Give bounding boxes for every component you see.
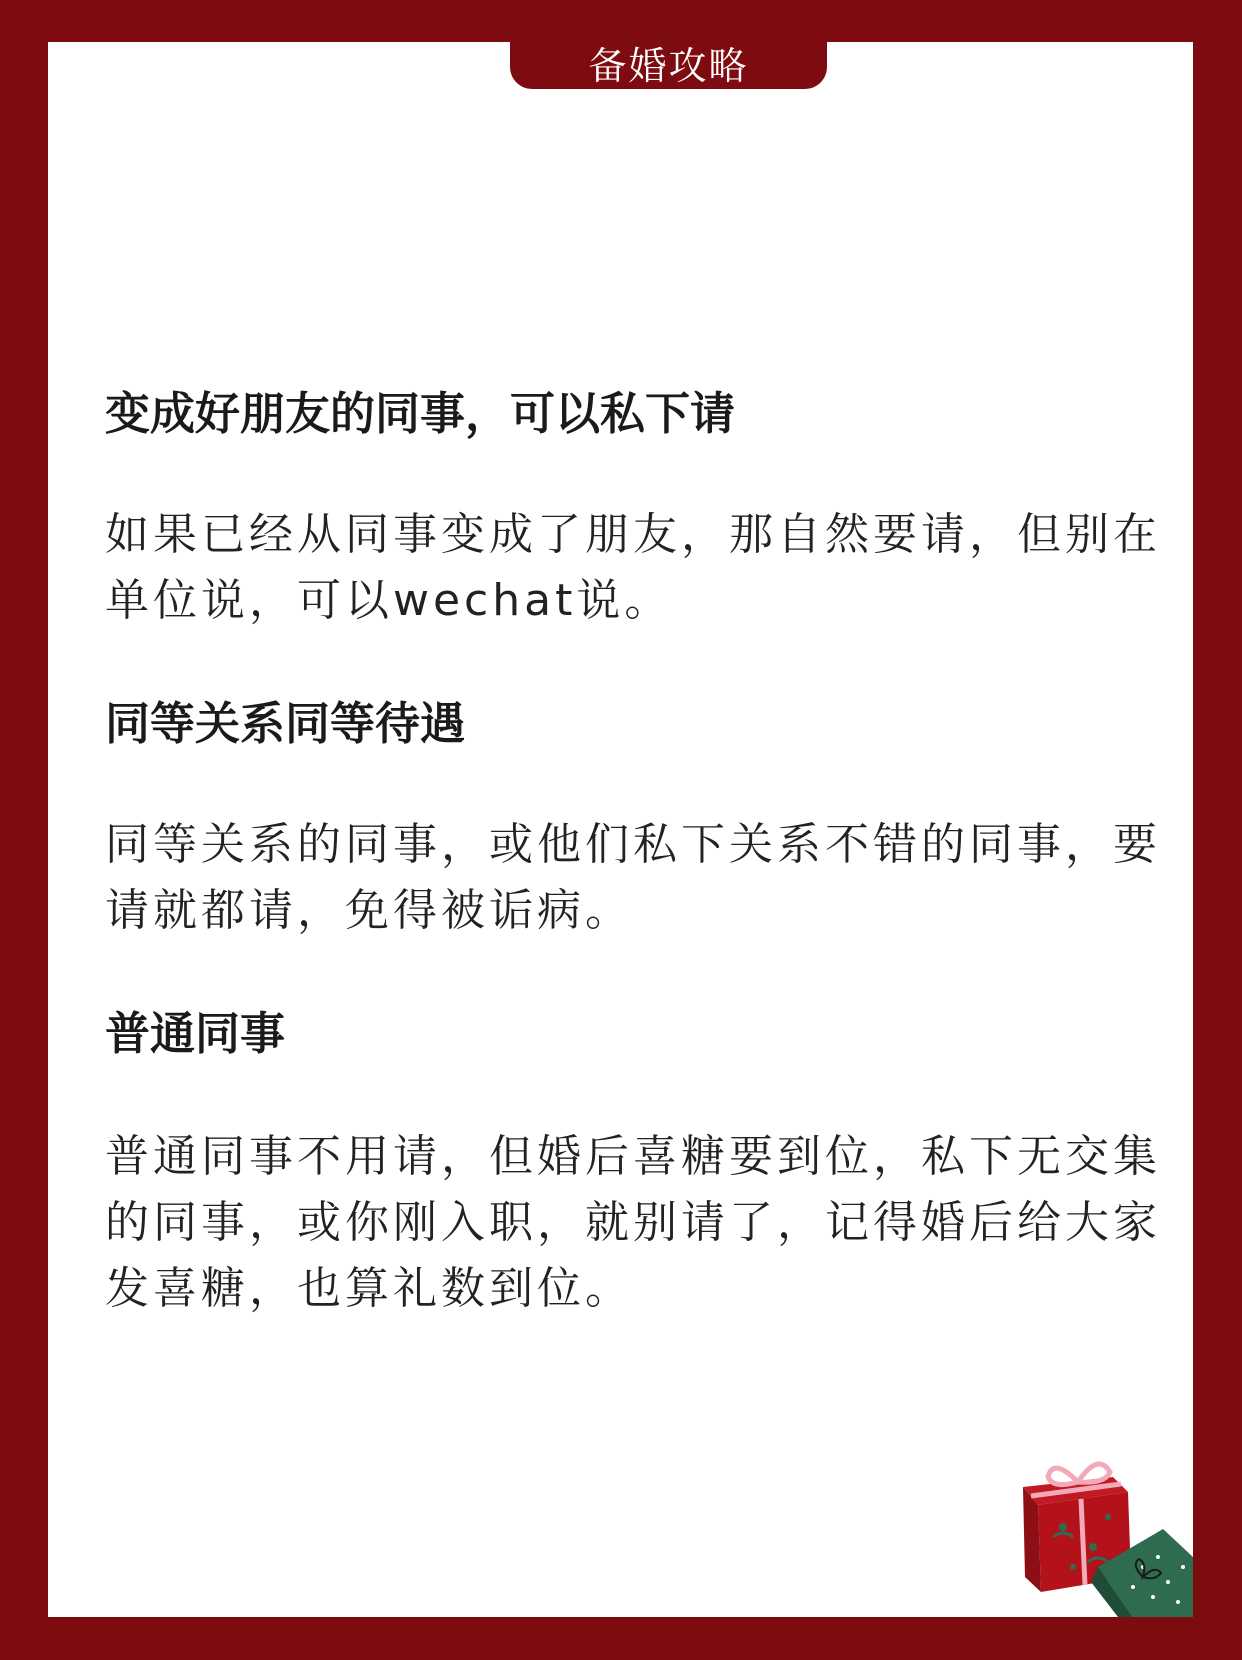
content-card <box>48 42 1193 1617</box>
section-heading-ordinary-colleagues: 普通同事 <box>105 1007 286 1060</box>
section-heading-close-colleagues: 变成好朋友的同事，可以私下请 <box>105 387 736 440</box>
section-heading-equal-relations: 同等关系同等待遇 <box>105 697 466 750</box>
article-content <box>105 342 1165 1322</box>
gift-boxes-icon <box>993 1417 1193 1617</box>
page-title: 备婚攻略 <box>588 43 749 88</box>
title-tab <box>510 42 827 89</box>
section-body-close-colleagues: 如果已经从同事变成了朋友，那自然要请，但别在单位说，可以wechat说。 <box>105 509 1161 626</box>
section-body-equal-relations: 同等关系的同事，或他们私下关系不错的同事，要请就都请，免得被诟病。 <box>105 819 1161 936</box>
section-body-ordinary-colleagues: 普通同事不用请，但婚后喜糖要到位，私下无交集的同事，或你刚入职，就别请了，记得婚后给大家发喜糖，也算礼数到位。 <box>105 1131 1161 1314</box>
